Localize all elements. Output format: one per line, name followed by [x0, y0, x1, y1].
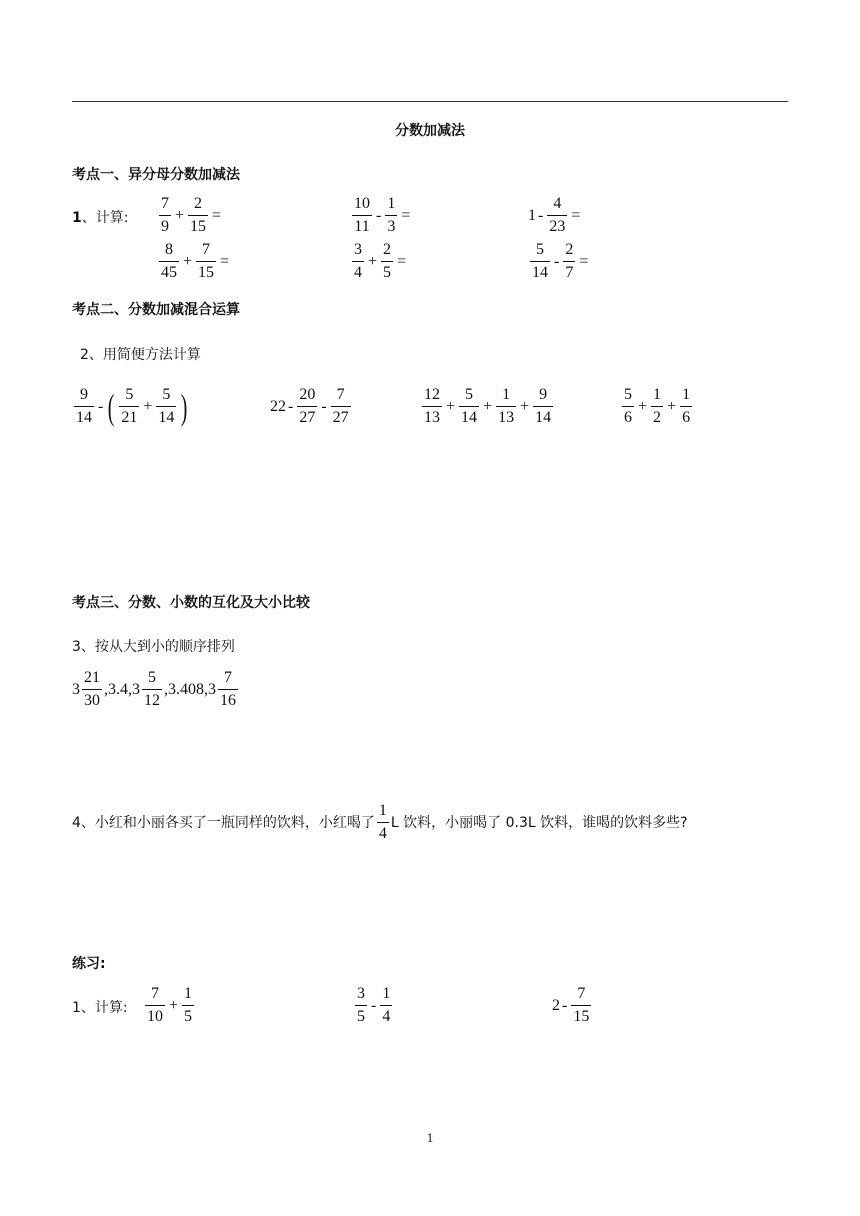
fraction — [142, 670, 162, 709]
numerator: 8 — [165, 241, 173, 258]
denominator: 14 — [533, 406, 553, 426]
q4-question — [72, 803, 688, 842]
denominator: 4 — [352, 261, 364, 281]
practice-problem-3 — [552, 986, 593, 1025]
numerator: 5 — [624, 386, 632, 403]
fraction — [196, 242, 216, 281]
problem-1 — [157, 196, 223, 235]
page-title: 分数加减法 — [395, 123, 465, 139]
practice-problem-2 — [353, 986, 394, 1025]
numerator: 4 — [553, 195, 562, 212]
denominator: 15 — [188, 215, 208, 235]
operator: - — [288, 397, 294, 415]
denominator: 45 — [159, 261, 179, 281]
practice-problem-1 — [143, 986, 196, 1025]
fraction — [381, 242, 393, 281]
operator: = — [579, 252, 589, 270]
denominator: 5 — [381, 261, 393, 281]
numerator: 1 — [184, 985, 193, 1002]
operator: + — [667, 397, 677, 415]
denominator: 15 — [571, 1005, 591, 1025]
fraction — [571, 986, 591, 1025]
fraction — [680, 387, 692, 426]
operator: - — [98, 397, 104, 415]
operator: + — [638, 397, 648, 415]
denominator: 3 — [385, 215, 397, 235]
operator: + — [169, 996, 179, 1014]
fraction — [622, 387, 634, 426]
fraction — [496, 387, 516, 426]
expression-3 — [420, 387, 555, 426]
q2-label: 2、用简便方法计算 — [80, 347, 201, 363]
operator: = — [397, 252, 407, 270]
operator: - — [554, 252, 560, 270]
numerator: 9 — [539, 386, 548, 403]
q1-text: 、计算: — [81, 210, 129, 226]
numerator: 2 — [565, 241, 574, 258]
fraction — [563, 242, 575, 281]
denominator: 30 — [82, 689, 102, 709]
fraction — [119, 387, 139, 426]
operator: = — [401, 206, 411, 224]
operator: + — [175, 206, 185, 224]
numerator: 3 — [354, 241, 362, 258]
fraction — [459, 387, 479, 426]
numerator: 1 — [502, 386, 511, 403]
section1-heading: 考点一、异分母分数加减法 — [72, 167, 240, 183]
fraction — [530, 242, 550, 281]
denominator: 14 — [156, 406, 176, 426]
operator: = — [220, 252, 230, 270]
numerator: 20 — [299, 386, 316, 403]
denominator: 13 — [496, 406, 516, 426]
numerator: 1 — [682, 386, 691, 403]
page-number: 1 — [426, 1130, 434, 1145]
denominator: 7 — [563, 261, 575, 281]
denominator: 11 — [352, 215, 371, 235]
denominator: 15 — [196, 261, 216, 281]
numerator: 7 — [224, 669, 232, 686]
denominator: 21 — [119, 406, 139, 426]
q3-label: 3、按从大到小的顺序排列 — [72, 639, 235, 655]
operator: + — [143, 397, 153, 415]
denominator: 5 — [182, 1005, 194, 1025]
denominator: 23 — [547, 215, 567, 235]
problem-2 — [350, 196, 412, 235]
fraction — [377, 803, 389, 842]
q1-number: 1 — [72, 210, 82, 226]
fraction — [331, 387, 351, 426]
numerator: 21 — [84, 669, 100, 686]
fraction — [385, 196, 397, 235]
numerator: 12 — [424, 386, 440, 403]
operator: - — [371, 996, 377, 1014]
operator: - — [321, 397, 327, 415]
operator: - — [376, 206, 382, 224]
fraction — [159, 242, 179, 281]
denominator: 6 — [622, 406, 634, 426]
math-text: ,3.4,3 — [104, 680, 140, 698]
math-text: 3 — [72, 680, 80, 698]
fraction — [380, 986, 392, 1025]
numerator: 2 — [383, 241, 392, 258]
fraction — [218, 670, 238, 709]
parenthesis: ( — [108, 386, 115, 427]
numerator: 5 — [465, 386, 474, 403]
problem-3 — [528, 196, 582, 235]
denominator: 27 — [331, 406, 351, 426]
math-text: 4、小红和小丽各买了一瓶同样的饮料，小红喝了 — [72, 814, 375, 831]
numerator: 1 — [653, 386, 662, 403]
numerator: 5 — [162, 386, 171, 403]
numerator: 9 — [80, 386, 88, 403]
operator: + — [483, 397, 493, 415]
numerator: 7 — [161, 195, 169, 212]
denominator: 2 — [651, 406, 663, 426]
operator: = — [212, 206, 222, 224]
practice-q1-label: 1、计算: — [72, 1000, 128, 1016]
operator: - — [562, 996, 568, 1014]
numerator: 1 — [382, 985, 391, 1002]
numerator: 7 — [336, 386, 345, 403]
denominator: 14 — [74, 406, 94, 426]
numerator: 7 — [577, 985, 586, 1002]
numerator: 1 — [387, 195, 396, 212]
q1-label — [72, 207, 128, 227]
fraction — [74, 387, 94, 426]
fraction — [651, 387, 663, 426]
fraction — [188, 196, 208, 235]
math-text: 22 — [270, 397, 286, 415]
operator: + — [520, 397, 530, 415]
problem-5 — [350, 242, 408, 281]
parenthesis: ) — [181, 386, 188, 427]
fraction — [422, 387, 442, 426]
problem-6 — [528, 242, 590, 281]
fraction — [82, 670, 102, 709]
fraction — [352, 242, 364, 281]
fraction — [182, 986, 194, 1025]
operator: - — [538, 206, 544, 224]
numerator: 1 — [378, 802, 387, 819]
operator: + — [368, 252, 378, 270]
fraction — [533, 387, 553, 426]
operator: + — [183, 252, 193, 270]
operator: + — [446, 397, 456, 415]
expression-2 — [270, 387, 353, 426]
denominator: 6 — [680, 406, 692, 426]
denominator: 4 — [377, 822, 389, 842]
fraction — [355, 986, 367, 1025]
denominator: 13 — [422, 406, 442, 426]
math-text: 1 — [528, 206, 536, 224]
denominator: 5 — [355, 1005, 367, 1025]
section2-heading: 考点二、分数加减混合运算 — [72, 302, 240, 318]
denominator: 4 — [380, 1005, 392, 1025]
practice-heading: 练习: — [72, 956, 106, 972]
denominator: 16 — [218, 689, 238, 709]
fraction — [297, 387, 317, 426]
fraction — [547, 196, 567, 235]
math-text: ,3.408,3 — [164, 680, 216, 698]
problem-4 — [157, 242, 231, 281]
denominator: 10 — [145, 1005, 165, 1025]
math-text: 2 — [552, 996, 560, 1014]
numerator: 2 — [194, 195, 203, 212]
numerator: 7 — [202, 241, 211, 258]
expression-1 — [72, 387, 190, 426]
numerator: 5 — [125, 386, 134, 403]
fraction — [145, 986, 165, 1025]
denominator: 27 — [297, 406, 317, 426]
expression-4 — [620, 387, 694, 426]
numerator: 7 — [151, 985, 159, 1002]
numerator: 5 — [148, 669, 156, 686]
ordering-sequence — [72, 670, 240, 709]
numerator: 10 — [354, 195, 370, 212]
fraction — [352, 196, 372, 235]
denominator: 9 — [159, 215, 171, 235]
denominator: 14 — [530, 261, 550, 281]
header-rule — [72, 101, 788, 102]
section3-heading: 考点三、分数、小数的互化及大小比较 — [72, 595, 310, 611]
numerator: 5 — [536, 241, 544, 258]
operator: = — [571, 206, 581, 224]
numerator: 3 — [357, 985, 365, 1002]
denominator: 14 — [459, 406, 479, 426]
denominator: 12 — [142, 689, 162, 709]
math-text: L 饮料，小丽喝了 0.3L 饮料，谁喝的饮料多些? — [390, 814, 688, 831]
fraction — [159, 196, 171, 235]
fraction — [156, 387, 176, 426]
